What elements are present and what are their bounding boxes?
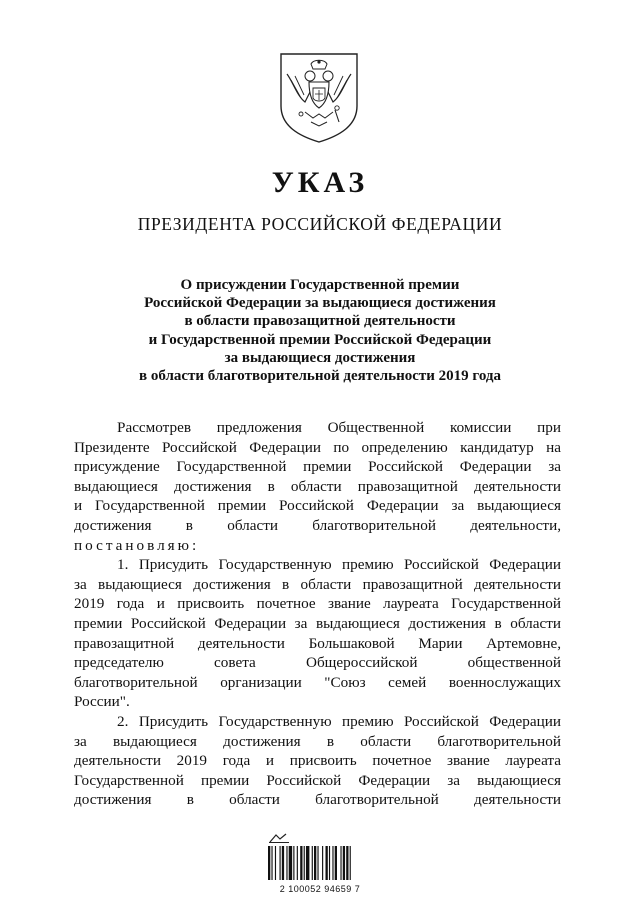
- body-line: председателю совета Общероссийской общественной: [74, 654, 561, 672]
- body-line: Государственной премии Российской Федерации за выдающиеся: [74, 771, 561, 789]
- decree-issuer: ПРЕЗИДЕНТА РОССИЙСКОЙ ФЕДЕРАЦИИ: [137, 214, 503, 234]
- barcode-bar: [268, 846, 270, 880]
- barcode: [268, 846, 378, 880]
- decree-heading: [60, 276, 580, 385]
- body-line: и Государственной премии Российской Федерации за выдающиеся: [74, 497, 561, 515]
- body-line: России".: [74, 693, 130, 711]
- body-line-item-1: 1. Присудить Государственную премию Российской Федерации: [117, 556, 561, 574]
- barcode-bar: [297, 846, 298, 880]
- heading-line: за выдающиеся достижения: [224, 349, 416, 366]
- barcode-bar: [326, 846, 328, 880]
- body-line: присуждение Государственной премии Российской Федерации за: [74, 458, 561, 476]
- barcode-bar: [271, 846, 272, 880]
- body-line: достижения в области благотворительной деятельности,: [74, 516, 561, 534]
- barcode-bar: [289, 846, 292, 880]
- barcode-bar: [286, 846, 287, 880]
- body-line: достижения в области благотворительной деятельности: [74, 791, 561, 809]
- barcode-logo-icon: [268, 832, 290, 844]
- barcode-bar: [332, 846, 333, 880]
- barcode-bar: [304, 846, 305, 880]
- barcode-bar: [280, 846, 281, 880]
- barcode-bar: [317, 846, 318, 880]
- body-line: выдающиеся достижения в области правозащитной деятельности: [74, 477, 561, 495]
- body-line: деятельности 2019 года и присвоить почетное звание лауреата: [74, 752, 561, 770]
- barcode-bar: [314, 846, 316, 880]
- barcode-bar: [343, 846, 345, 880]
- heading-line: в области благотворительной деятельности 2019 года: [139, 368, 501, 385]
- heading-line: и Государственной премии Российской Федерации: [148, 331, 492, 348]
- barcode-bar: [346, 846, 348, 880]
- body-line: премии Российской Федерации за выдающиеся достижения в области: [74, 614, 561, 632]
- barcode-bar: [306, 846, 309, 880]
- body-line: правозащитной деятельности Большаковой Марии Артемовне,: [74, 634, 561, 652]
- decree-title: УКАЗ: [271, 166, 369, 199]
- barcode-bar: [335, 846, 337, 880]
- body-line-resolution: постановляю:: [74, 536, 200, 554]
- barcode-bar: [329, 846, 330, 880]
- body-line: за выдающиеся достижения в области правозащитной деятельности: [74, 575, 561, 593]
- body-line-item-2: 2. Присудить Государственную премию Российской Федерации: [117, 712, 561, 730]
- barcode-bar: [300, 846, 302, 880]
- barcode-number: 2 100052 94659 7: [279, 884, 361, 894]
- coat-of-arms-emblem-icon: [277, 52, 361, 144]
- decree-body: [74, 418, 561, 810]
- body-line: Рассмотрев предложения Общественной комиссии при: [117, 419, 561, 436]
- heading-line: в области правозащитной деятельности: [184, 313, 456, 330]
- barcode-bar: [340, 846, 341, 880]
- barcode-bar: [350, 846, 351, 880]
- body-line: за выдающиеся достижения в области благотворительной: [74, 732, 561, 750]
- body-line: благотворительной организации "Союз семей военнослужащих: [74, 673, 561, 691]
- barcode-bar: [312, 846, 313, 880]
- heading-line: Российской Федерации за выдающиеся достижения: [144, 295, 496, 312]
- body-line: 2019 года и присвоить почетное звание лауреата Государственной: [74, 595, 561, 613]
- body-line: Президенте Российской Федерации по определению кандидатур на: [74, 438, 561, 456]
- barcode-bar: [275, 846, 276, 880]
- barcode-bar: [293, 846, 294, 880]
- heading-line: О присуждении Государственной премии: [180, 277, 460, 293]
- barcode-bar: [282, 846, 284, 880]
- barcode-bar: [322, 846, 323, 880]
